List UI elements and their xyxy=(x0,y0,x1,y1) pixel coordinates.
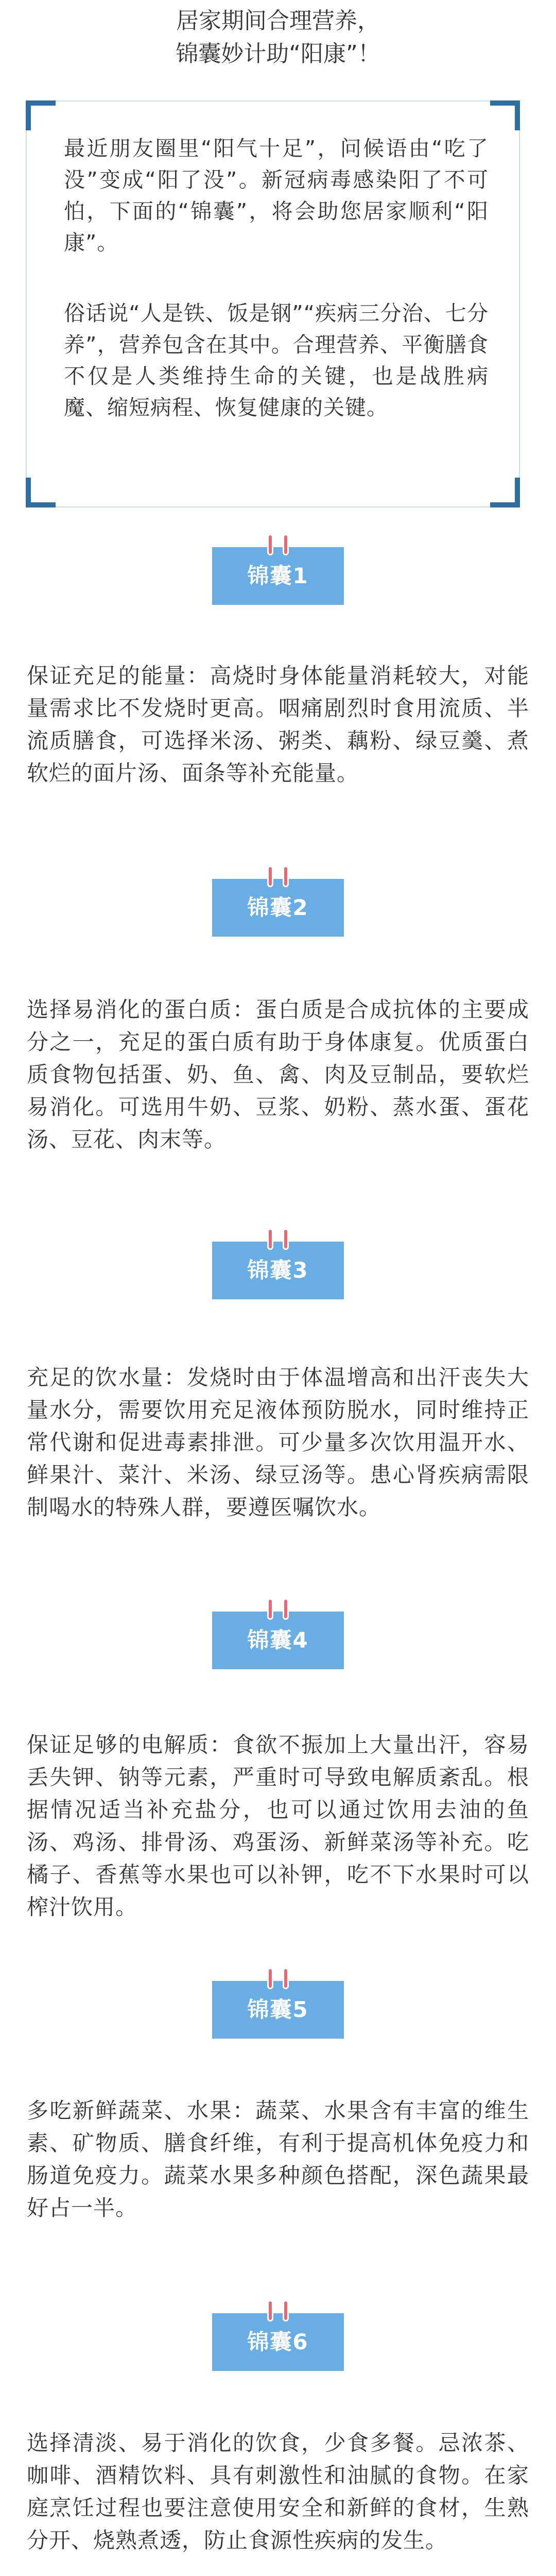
section-badge-5 xyxy=(212,1981,344,2039)
section-badge-6 xyxy=(212,2313,344,2371)
section-badge-label: 锦囊1 xyxy=(247,563,309,588)
section-text-6: 选择清淡、易于消化的饮食，少食多餐。忌浓茶、咖啡、酒精饮料、具有刺激性和油腻的食物。在家庭烹饪过程也要注意使用安全和新鲜的食材，生熟分开、烧熟煮透，防止食源性疾病的发生。 xyxy=(27,2430,529,2553)
intro-paragraph-1: 最近朋友圈里“阳气十足”，问候语由“吃了没”变成“阳了没”。新冠病毒感染阳了不可怕，下面的“锦囊”，将会助您居家顺利“阳康”。 xyxy=(64,136,489,255)
section-text-2: 选择易消化的蛋白质：蛋白质是合成抗体的主要成分之一，充足的蛋白质有助于身体康复。优质蛋白质食物包括蛋、奶、鱼、禽、肉及豆制品，要软烂易消化。可选用牛奶、豆浆、奶粉、蒸水蛋、蛋花汤、豆花、肉末等。 xyxy=(27,997,529,1152)
header-title-line-2: 锦囊妙计助“阳康”！ xyxy=(176,41,380,67)
section-badge-label: 锦囊2 xyxy=(247,895,309,920)
section-badge-2 xyxy=(212,879,344,937)
section-text-3: 充足的饮水量：发烧时由于体温增高和出汗丧失大量水分，需要饮用充足液体预防脱水，同时维持正常代谢和促进毒素排泄。可少量多次饮用温开水、鲜果汁、菜汁、米汤、绿豆汤等。患心肾疾病需限制喝水的特殊人群，要遵医嘱饮水。 xyxy=(27,1365,529,1520)
section-badge-label: 锦囊3 xyxy=(247,1258,309,1283)
corner-bottom-left-horizontal xyxy=(26,502,56,507)
section-badge-label: 锦囊6 xyxy=(247,2329,309,2354)
intro-paragraph-2: 俗话说“人是铁、饭是钢”“疾病三分治、七分养”，营养包含在其中。合理营养、平衡膳食不仅是人类维持生命的关键，也是战胜病魔、缩短病程、恢复健康的关键。 xyxy=(64,301,489,420)
section-badge-label: 锦囊5 xyxy=(247,1997,309,2022)
section-text-4: 保证足够的电解质：食欲不振加上大量出汗，容易丢失钾、钠等元素，严重时可导致电解质紊乱。根据情况适当补充盐分，也可以通过饮用去油的鱼汤、鸡汤、排骨汤、鸡蛋汤、新鲜菜汤等补充。吃橘子、香蕉等水果也可以补钾，吃不下水果时可以榨汁饮用。 xyxy=(27,1732,529,1920)
corner-top-left-horizontal xyxy=(26,100,56,106)
section-badge-3 xyxy=(212,1242,344,1299)
section-badge-4 xyxy=(212,1612,344,1669)
header-title-line-1: 居家期间合理营养， xyxy=(176,8,380,34)
section-badge-1 xyxy=(212,547,344,605)
section-text-5: 多吃新鲜蔬菜、水果：蔬菜、水果含有丰富的维生素、矿物质、膳食纤维，有利于提高机体免疫力和肠道免疫力。蔬菜水果多种颜色搭配，深色蔬果最好占一半。 xyxy=(27,2098,529,2221)
corner-top-right-horizontal xyxy=(490,100,520,106)
section-badge-label: 锦囊4 xyxy=(247,1628,309,1653)
section-text-1: 保证充足的能量：高烧时身体能量消耗较大，对能量需求比不发烧时更高。咽痛剧烈时食用流质、半流质膳食，可选择米汤、粥类、藕粉、绿豆羹、煮软烂的面片汤、面条等补充能量。 xyxy=(27,663,529,786)
corner-bottom-right-horizontal xyxy=(490,502,520,507)
